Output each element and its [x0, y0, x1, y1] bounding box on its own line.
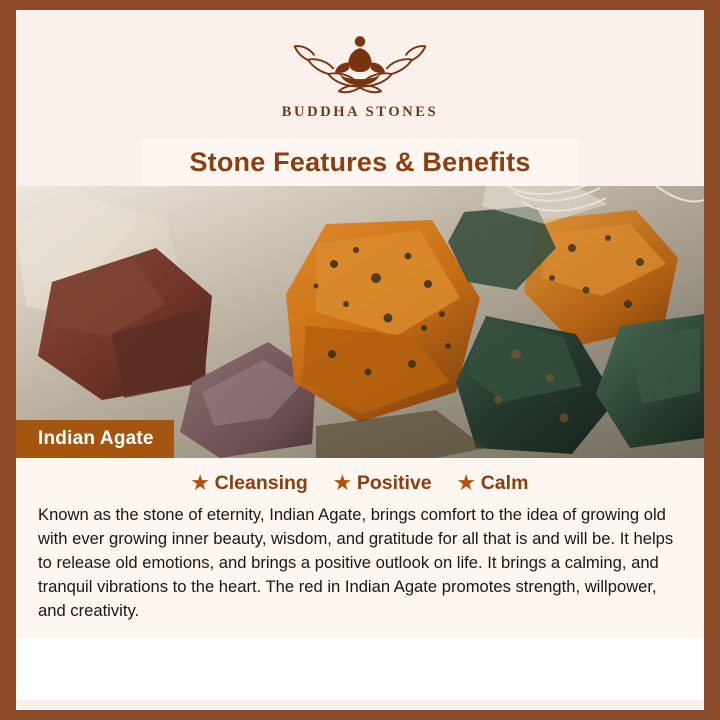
stone-name-label: Indian Agate [16, 420, 174, 458]
poster-inner [16, 10, 704, 710]
benefit-item-positive [334, 472, 432, 495]
star-icon: ★ [333, 473, 351, 494]
title-banner [142, 138, 578, 186]
stone-photo [16, 186, 704, 458]
brand-name: BUDDHA STONES [281, 104, 439, 120]
star-icon: ★ [191, 473, 209, 494]
brand-block [16, 10, 704, 121]
benefits-row [16, 458, 704, 495]
frame-bottom-border [0, 710, 720, 720]
bottom-whitespace [16, 638, 704, 700]
stone-photo-illustration [16, 186, 704, 458]
benefit-label: Cleansing [214, 472, 308, 494]
stone-description: Known as the stone of eternity, Indian Agate, brings comfort to the idea of growing old with ever growing inner beauty, wisdom, and gratitude for all that is and will be. It helps to release old emotions, and brings a positive outlook on life. It brings a calming, and tranquil vibrations to the heart. The red in Indian Agate promotes strength, willpower, and creativity. [16, 495, 704, 638]
star-icon: ★ [457, 473, 475, 494]
benefit-item-cleansing [192, 472, 308, 495]
frame-top-border [0, 0, 720, 10]
benefit-label: Positive [356, 472, 432, 494]
lotus-buddha-icon [285, 28, 435, 100]
poster-header [16, 10, 704, 186]
benefit-label: Calm [480, 472, 529, 494]
page-title: Stone Features & Benefits [189, 146, 531, 177]
benefit-item-calm [458, 472, 529, 495]
